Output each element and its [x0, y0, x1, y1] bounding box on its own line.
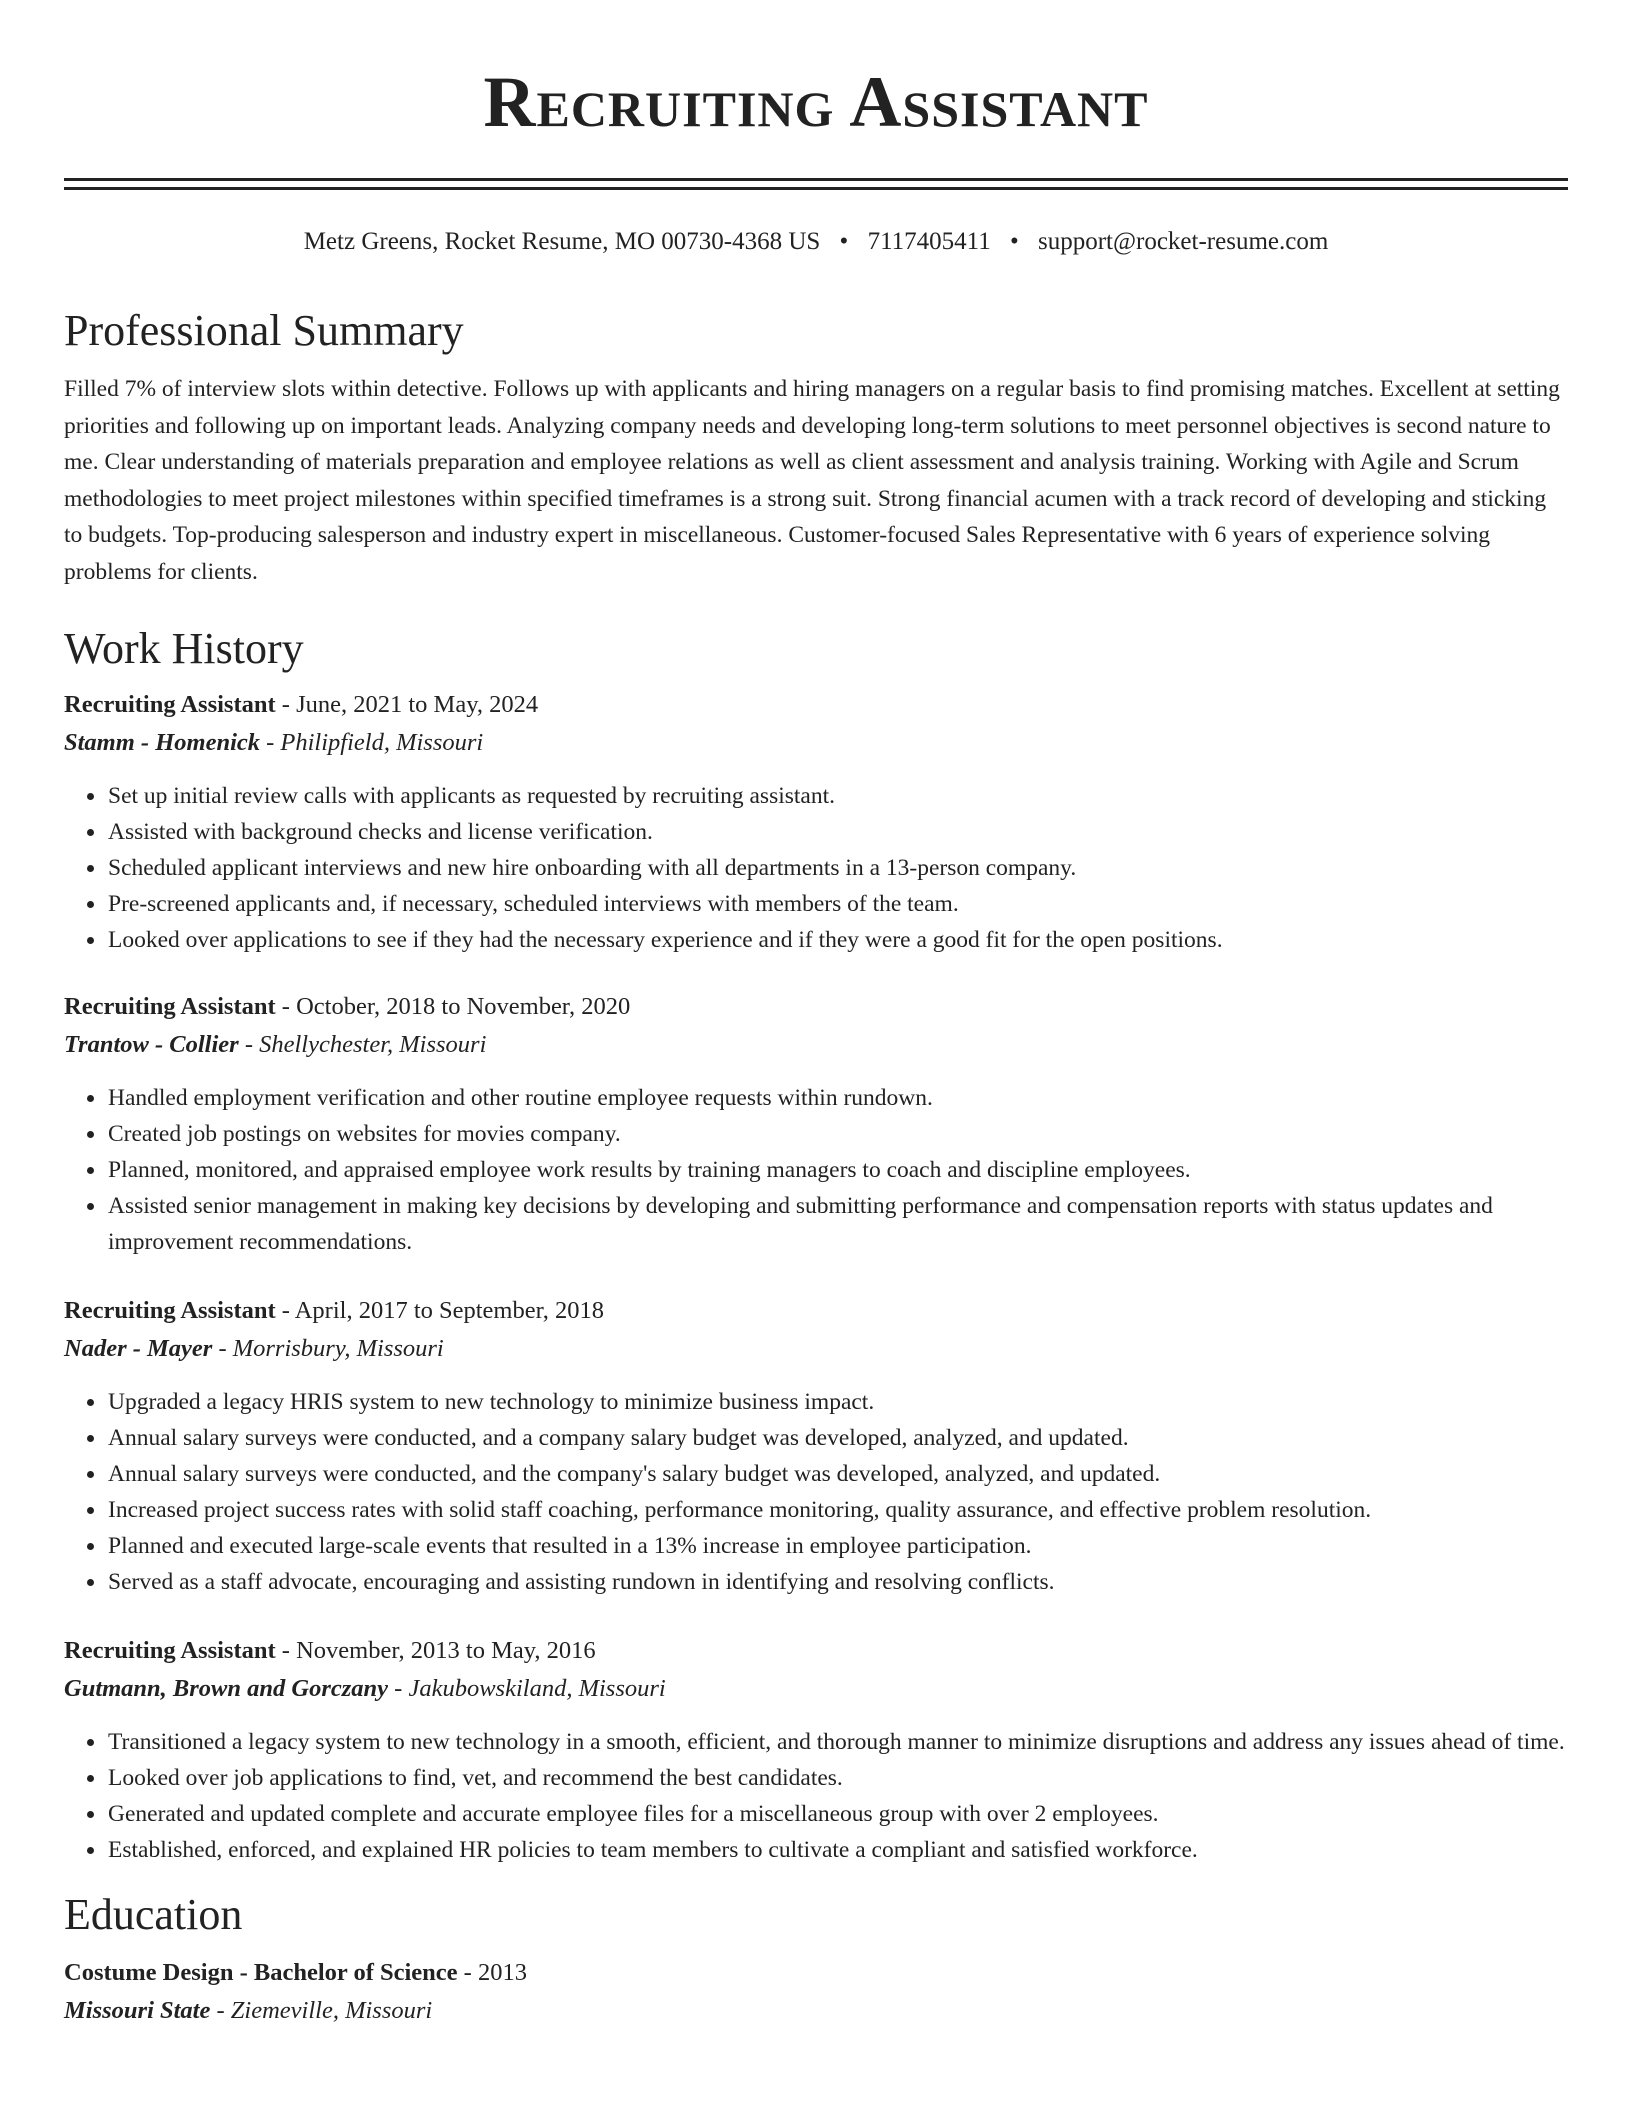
school-name: Missouri State — [64, 1997, 211, 2024]
job-title: Recruiting Assistant — [64, 1637, 276, 1664]
company-line — [64, 724, 1568, 762]
job-title-line — [64, 686, 1568, 724]
job-bullets — [64, 1384, 1568, 1600]
company-location: - Morrisbury, Missouri — [212, 1335, 444, 1362]
summary-text: Filled 7% of interview slots within detective. Follows up with applicants and hiring managers on a regular basis to find promising matches. Excellent at setting priorities and following up on important leads. Analyzing company needs and developing long-term solutions to meet personnel objectives is second nature to me. Clear understanding of materials preparation and employee relations as well as client assessment and analysis training. Working with Agile and Scrum methodologies to meet project milestones within specified timeframes is a strong suit. Strong financial acumen with a track record of developing and sticking to budgets. Top-producing salesperson and industry expert in miscellaneous. Customer-focused Sales Representative with 6 years of experience solving problems for clients. — [64, 376, 1560, 585]
job-dates: - April, 2017 to September, 2018 — [275, 1297, 605, 1324]
company-location: - Jakubowskiland, Missouri — [388, 1675, 666, 1702]
company-name: Gutmann, Brown and Gorczany — [64, 1675, 389, 1702]
list-item: • Served as a staff advocate, encouraging and assisting rundown in identifying and resolving conflicts. — [107, 1564, 1568, 1600]
job-title: Recruiting Assistant — [64, 993, 276, 1020]
list-item: • Annual salary surveys were conducted, and the company's salary budget was developed, analyzed, and updated. — [107, 1456, 1568, 1492]
title-divider-bottom — [64, 187, 1568, 190]
job-title-line — [64, 1632, 1568, 1670]
list-item: • Established, enforced, and explained HR policies to team members to cultivate a compliant and satisfied workforce. — [107, 1832, 1568, 1868]
company-name: Trantow - Collier — [64, 1031, 239, 1058]
job-title-line — [64, 988, 1568, 1026]
job-title: Recruiting Assistant — [64, 691, 276, 718]
job-entry — [64, 1632, 1568, 1868]
job-bullets — [64, 778, 1568, 958]
list-item: • Looked over applications to see if they had the necessary experience and if they were a good fit for the open positions. — [107, 922, 1568, 958]
list-item: • Created job postings on websites for movies company. — [107, 1116, 1568, 1152]
list-item: • Planned, monitored, and appraised employee work results by training managers to coach and discipline employees. — [107, 1152, 1568, 1188]
list-item: • Pre-screened applicants and, if necessary, scheduled interviews with members of the team. — [107, 886, 1568, 922]
company-line — [64, 1026, 1568, 1064]
job-dates: - November, 2013 to May, 2016 — [275, 1637, 596, 1664]
job-title-line — [64, 1292, 1568, 1330]
page-title: Recruiting Assistant — [483, 62, 1149, 142]
job-dates: - June, 2021 to May, 2024 — [275, 691, 539, 718]
contact-phone: 7117405411 — [867, 228, 991, 255]
list-item: • Scheduled applicant interviews and new hire onboarding with all departments in a 13-person company. — [107, 850, 1568, 886]
job-dates: - October, 2018 to November, 2020 — [275, 993, 631, 1020]
job-bullets — [64, 1724, 1568, 1868]
list-item: • Upgraded a legacy HRIS system to new technology to minimize business impact. — [107, 1384, 1568, 1420]
company-name: Nader - Mayer — [64, 1335, 213, 1362]
contact-email: support@rocket-resume.com — [1037, 228, 1329, 255]
school-line — [64, 1992, 1568, 2030]
degree-line — [64, 1954, 1568, 1992]
list-item: • Assisted senior management in making key decisions by developing and submitting performance and compensation reports with status updates and improvement recommendations. — [107, 1188, 1568, 1260]
summary-heading: Professional Summary — [64, 306, 464, 355]
company-location: - Shellychester, Missouri — [238, 1031, 487, 1058]
education-entry — [64, 1954, 1568, 2030]
title-divider-top — [64, 178, 1568, 181]
school-location: - Ziemeville, Missouri — [210, 1997, 433, 2024]
job-bullets — [64, 1080, 1568, 1260]
degree-name: Costume Design - Bachelor of Science — [64, 1959, 458, 1986]
contact-separator: • — [1009, 228, 1019, 255]
list-item: • Assisted with background checks and license verification. — [107, 814, 1568, 850]
job-title: Recruiting Assistant — [64, 1297, 276, 1324]
education-heading: Education — [64, 1890, 243, 1939]
company-name: Stamm - Homenick — [64, 729, 260, 756]
job-entry — [64, 988, 1568, 1260]
work-history-heading: Work History — [64, 624, 304, 673]
job-entry — [64, 686, 1568, 958]
list-item: • Increased project success rates with solid staff coaching, performance monitoring, quality assurance, and effective problem resolution. — [107, 1492, 1568, 1528]
job-entry — [64, 1292, 1568, 1600]
graduation-year: - 2013 — [457, 1959, 527, 1986]
list-item: • Set up initial review calls with applicants as requested by recruiting assistant. — [107, 778, 1568, 814]
company-line — [64, 1330, 1568, 1368]
company-line — [64, 1670, 1568, 1708]
list-item: • Transitioned a legacy system to new technology in a smooth, efficient, and thorough manner to minimize disruptions and address any issues ahead of time. — [107, 1724, 1568, 1760]
contact-separator: • — [839, 228, 849, 255]
contact-address: Metz Greens, Rocket Resume, MO 00730-4368 US — [303, 228, 821, 255]
company-location: - Philipfield, Missouri — [260, 729, 484, 756]
list-item: • Planned and executed large-scale events that resulted in a 13% increase in employee participation. — [107, 1528, 1568, 1564]
contact-line — [64, 226, 1568, 258]
list-item: • Annual salary surveys were conducted, and a company salary budget was developed, analyzed, and updated. — [107, 1420, 1568, 1456]
list-item: • Looked over job applications to find, vet, and recommend the best candidates. — [107, 1760, 1568, 1796]
list-item: • Handled employment verification and other routine employee requests within rundown. — [107, 1080, 1568, 1116]
list-item: • Generated and updated complete and accurate employee files for a miscellaneous group with over 2 employees. — [107, 1796, 1568, 1832]
